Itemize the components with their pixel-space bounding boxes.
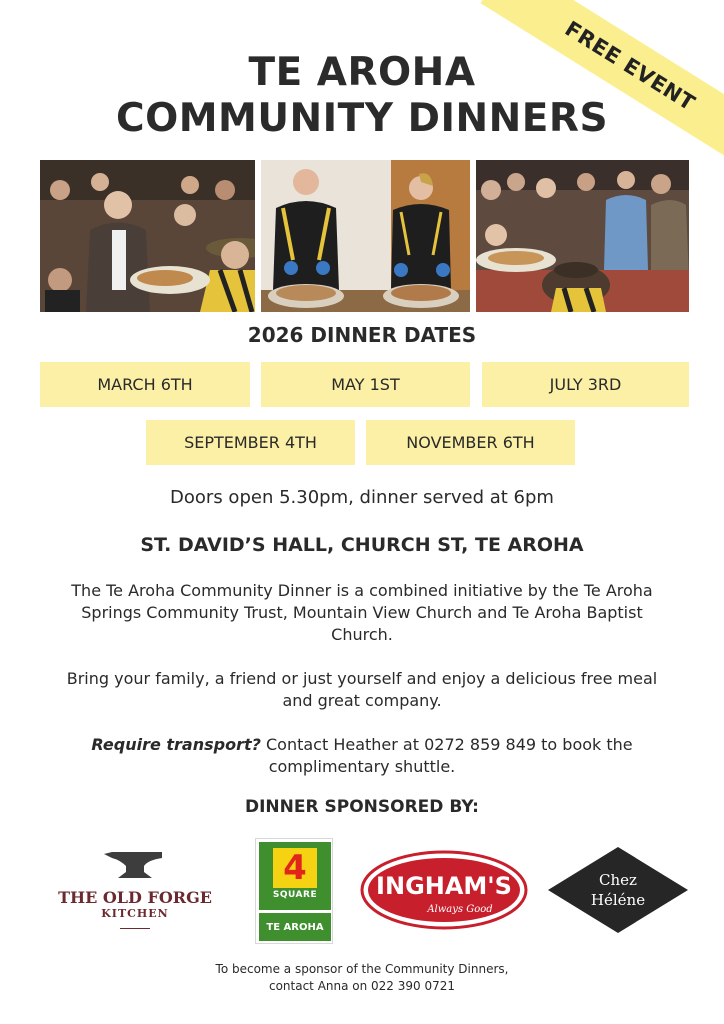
date-november: NOVEMBER 6TH	[366, 420, 575, 465]
event-photo-crowd	[476, 160, 689, 312]
title-line-2: COMMUNITY DINNERS	[115, 96, 609, 141]
transport-text: Contact Heather at 0272 859 849 to book the complimentary shuttle.	[260, 735, 633, 776]
dates-heading: 2026 DINNER DATES	[247, 323, 477, 347]
inghams-tagline: Always Good	[427, 904, 493, 915]
inghams-name: INGHAM'S	[376, 872, 512, 900]
date-march: MARCH 6TH	[40, 362, 250, 407]
venue-text: ST. DAVID’S HALL, CHURCH ST, TE AROHA	[140, 534, 584, 556]
description-paragraph: The Te Aroha Community Dinner is a combined initiative by the Te Aroha Springs Community Trust, Mountain View Church and Te Aroha Baptist Church.	[71, 581, 653, 644]
old-forge-sub: KITCHEN	[101, 907, 169, 920]
title-line-1: TE AROHA	[248, 50, 476, 95]
anvil-icon	[50, 848, 220, 884]
transport-label: Require transport?	[91, 735, 261, 754]
footer-line-2: contact Anna on 022 390 0721	[268, 979, 456, 993]
four-square-logo	[255, 838, 333, 944]
chez-line-1: Chez	[599, 871, 637, 889]
doors-open-text: Doors open 5.30pm, dinner served at 6pm	[170, 487, 554, 508]
inghams-logo	[360, 850, 528, 930]
date-september: SEPTEMBER 4TH	[146, 420, 355, 465]
four-square-word: SQUARE	[272, 890, 318, 900]
old-forge-divider	[120, 928, 150, 929]
four-square-location: TE AROHA	[259, 913, 331, 941]
footer-line-1: To become a sponsor of the Community Dinners,	[215, 962, 509, 976]
invitation-paragraph: Bring your family, a friend or just yourself and enjoy a delicious free meal and great company.	[66, 669, 658, 710]
four-square-number: 4	[273, 848, 317, 888]
old-forge-logo	[50, 848, 220, 938]
old-forge-name: THE OLD FORGE	[58, 888, 212, 907]
event-photo-servers	[261, 160, 470, 312]
four-square-panel	[259, 842, 331, 910]
transport-paragraph	[60, 734, 664, 778]
event-photo-serving-line	[40, 160, 255, 312]
footer-text	[0, 961, 724, 995]
date-july: JULY 3RD	[482, 362, 689, 407]
date-may: MAY 1ST	[261, 362, 470, 407]
free-event-text: FREE EVENT	[560, 16, 700, 116]
chez-line-2: Héléne	[590, 891, 646, 909]
sponsor-heading: DINNER SPONSORED BY:	[245, 797, 479, 817]
chez-helene-logo	[546, 845, 690, 935]
